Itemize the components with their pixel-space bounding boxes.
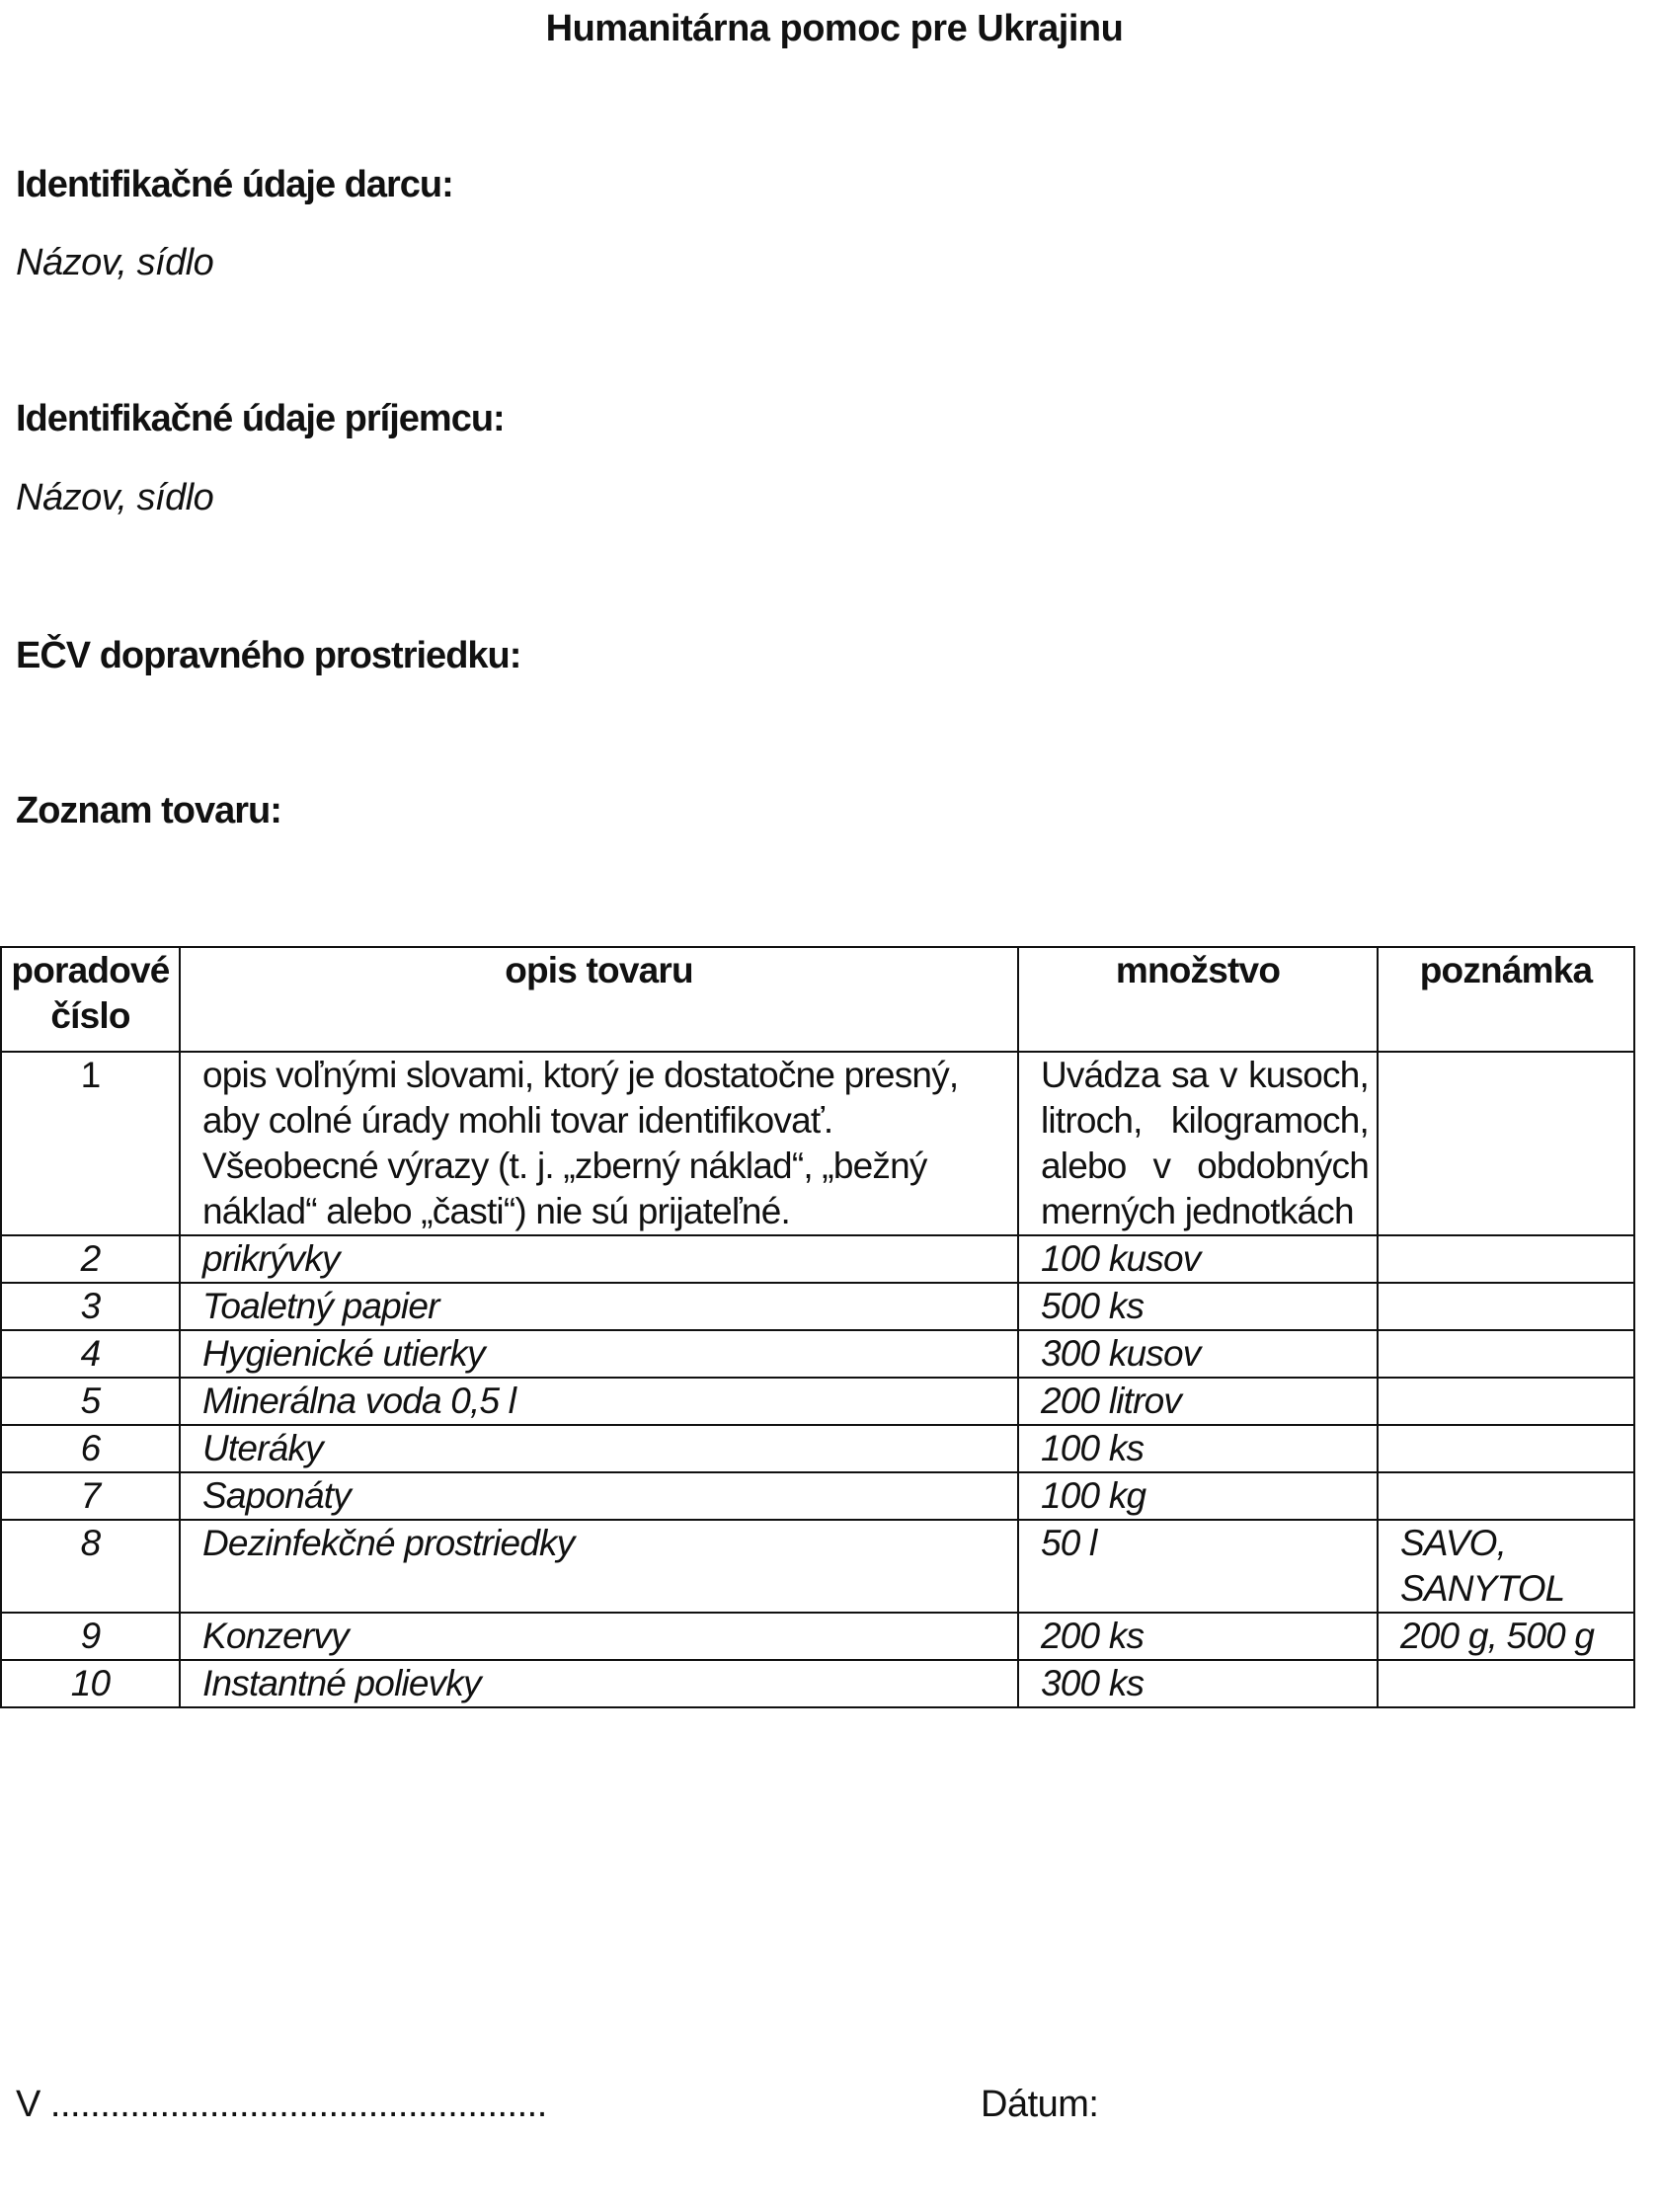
row-description: Hygienické utierky (180, 1330, 1018, 1378)
column-header-quantity: množstvo (1018, 947, 1378, 1052)
row-quantity: Uvádza sa v kusoch, litroch, kilogramoch, alebo v obdobných merných jednotkách (1018, 1052, 1378, 1235)
row-quantity: 100 ks (1018, 1425, 1378, 1472)
row-quantity: 300 ks (1018, 1660, 1378, 1707)
row-description: Instantné polievky (180, 1660, 1018, 1707)
document-title: Humanitárna pomoc pre Ukrajinu (545, 8, 1124, 49)
row-description: Toaletný papier (180, 1283, 1018, 1330)
row-description: prikrývky (180, 1235, 1018, 1283)
row-quantity: 500 ks (1018, 1283, 1378, 1330)
table-row (1, 1520, 1634, 1613)
row-note (1378, 1330, 1634, 1378)
table-row (1, 1613, 1634, 1660)
table-row (1, 1235, 1634, 1283)
row-quantity: 200 litrov (1018, 1378, 1378, 1425)
goods-table-header (1, 947, 1634, 1052)
place-signature-line: V .................................................. (16, 2084, 547, 2125)
row-quantity: 300 kusov (1018, 1330, 1378, 1378)
row-note (1378, 1235, 1634, 1283)
donor-heading: Identifikačné údaje darcu: (16, 164, 453, 205)
row-number: 5 (1, 1378, 180, 1425)
row-description: Konzervy (180, 1613, 1018, 1660)
row-note (1378, 1660, 1634, 1707)
row-note: 200 g, 500 g (1378, 1613, 1634, 1660)
column-header-note: poznámka (1378, 947, 1634, 1052)
row-quantity: 100 kg (1018, 1472, 1378, 1520)
row-number: 3 (1, 1283, 180, 1330)
row-number: 7 (1, 1472, 180, 1520)
row-quantity: 100 kusov (1018, 1235, 1378, 1283)
row-note: SAVO, SANYTOL (1378, 1520, 1634, 1613)
table-row (1, 1425, 1634, 1472)
goods-list-heading: Zoznam tovaru: (16, 790, 281, 831)
row-note (1378, 1283, 1634, 1330)
row-description: Dezinfekčné prostriedky (180, 1520, 1018, 1613)
table-row (1, 1472, 1634, 1520)
row-description: Saponáty (180, 1472, 1018, 1520)
table-row (1, 1330, 1634, 1378)
column-header-number: poradové číslo (1, 947, 180, 1052)
table-row (1, 1378, 1634, 1425)
table-row (1, 1660, 1634, 1707)
row-number: 6 (1, 1425, 180, 1472)
row-note (1378, 1472, 1634, 1520)
recipient-heading: Identifikačné údaje príjemcu: (16, 398, 505, 439)
row-description: Uteráky (180, 1425, 1018, 1472)
donor-name-address: Názov, sídlo (16, 242, 214, 283)
table-row (1, 1052, 1634, 1235)
row-note (1378, 1425, 1634, 1472)
row-quantity: 200 ks (1018, 1613, 1378, 1660)
table-row (1, 1283, 1634, 1330)
vehicle-plate-heading: EČV dopravného prostriedku: (16, 635, 521, 676)
row-number: 1 (1, 1052, 180, 1235)
row-note (1378, 1052, 1634, 1235)
row-number: 8 (1, 1520, 180, 1613)
row-quantity: 50 l (1018, 1520, 1378, 1613)
row-number: 4 (1, 1330, 180, 1378)
column-header-description: opis tovaru (180, 947, 1018, 1052)
date-label: Dátum: (981, 2084, 1099, 2125)
recipient-name-address: Názov, sídlo (16, 477, 214, 518)
row-note (1378, 1378, 1634, 1425)
row-description: opis voľnými slovami, ktorý je dostatočne presný, aby colné úrady mohli tovar identifikovať. Všeobecné výrazy (t. j. „zberný náklad“, „bežný náklad“ alebo „časti“) nie sú prijateľné. (180, 1052, 1018, 1235)
row-description: Minerálna voda 0,5 l (180, 1378, 1018, 1425)
row-number: 9 (1, 1613, 180, 1660)
goods-table (0, 946, 1635, 1708)
row-number: 2 (1, 1235, 180, 1283)
row-number: 10 (1, 1660, 180, 1707)
